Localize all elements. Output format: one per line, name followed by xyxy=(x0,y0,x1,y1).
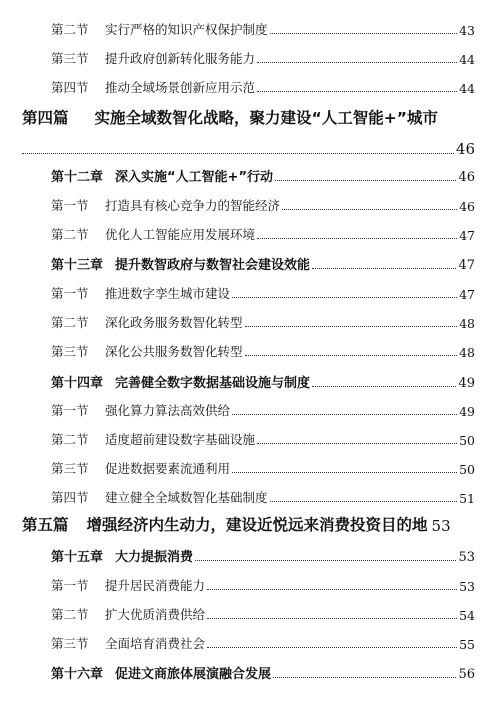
dot-leader xyxy=(245,326,458,327)
entry-title: 提升居民消费能力 xyxy=(105,578,206,593)
dot-leader xyxy=(257,62,457,63)
toc-entry-section[interactable] xyxy=(51,461,475,477)
dot-leader xyxy=(232,472,457,473)
entry-page-number: 46 xyxy=(458,170,475,185)
entry-number: 第四节 xyxy=(51,80,89,95)
toc-entry-section[interactable] xyxy=(51,80,475,96)
entry-number: 第二节 xyxy=(51,315,89,330)
entry-number: 第三节 xyxy=(51,51,89,66)
entry-page-number: 55 xyxy=(459,637,475,652)
entry-title: 提升政府创新转化服务能力 xyxy=(105,51,256,66)
entry-page-number: 44 xyxy=(459,81,475,96)
dot-leader xyxy=(207,618,457,619)
entry-number: 第五篇 xyxy=(22,516,69,534)
entry-title: 扩大优质消费供给 xyxy=(105,607,206,622)
toc-entry-section[interactable] xyxy=(51,636,475,652)
dot-leader xyxy=(207,647,457,648)
entry-page-number: 48 xyxy=(459,316,475,331)
entry-page-number: 47 xyxy=(458,258,475,273)
dot-leader xyxy=(195,560,456,561)
dot-leader xyxy=(257,238,457,239)
entry-page-number: 53 xyxy=(458,550,475,565)
dot-leader xyxy=(257,91,457,92)
toc-entry-chapter[interactable] xyxy=(51,665,475,682)
entry-title: 促进文商旅体展演融合发展 xyxy=(115,667,272,682)
entry-title: 促进数据要素流通利用 xyxy=(105,461,231,476)
dot-leader xyxy=(207,589,457,590)
entry-number: 第一节 xyxy=(51,198,89,213)
entry-number: 第十四章 xyxy=(51,376,104,391)
entry-page-number: 49 xyxy=(459,404,475,419)
entry-title: 增强经济内生动力，建设近悦远来消费投资目的地 xyxy=(86,516,428,534)
entry-number: 第十六章 xyxy=(51,667,104,682)
entry-page-number: 50 xyxy=(459,433,475,448)
toc-entry-chapter[interactable] xyxy=(51,168,475,185)
entry-page-number: 56 xyxy=(458,667,475,682)
toc-entry-section[interactable] xyxy=(51,607,475,623)
entry-title: 实施全域数智化战略，聚力建设“人工智能+”城市 xyxy=(94,109,438,127)
entry-number: 第一节 xyxy=(51,578,89,593)
dot-leader xyxy=(312,386,456,387)
entry-page-number: 47 xyxy=(459,287,475,302)
entry-title: 深入实施“人工智能+”行动 xyxy=(115,170,273,185)
dot-leader xyxy=(22,153,454,154)
dot-leader xyxy=(257,443,457,444)
entry-page-number: 46 xyxy=(459,199,475,214)
toc-entry-section[interactable] xyxy=(51,490,475,506)
entry-number: 第三节 xyxy=(51,461,89,476)
entry-title: 完善健全数字数据基础设施与制度 xyxy=(115,376,311,391)
toc-entry-section[interactable] xyxy=(51,198,475,214)
entry-title: 打造具有核心竞争力的智能经济 xyxy=(105,198,281,213)
toc-entry-part[interactable] xyxy=(22,515,483,535)
dot-leader xyxy=(232,414,457,415)
dot-leader xyxy=(275,180,456,181)
entry-title: 大力提振消费 xyxy=(115,550,194,565)
entry-number: 第二节 xyxy=(51,432,89,447)
entry-number: 第三节 xyxy=(51,344,89,359)
entry-title: 深化公共服务数智化转型 xyxy=(105,344,243,359)
entry-number: 第十三章 xyxy=(51,258,104,273)
entry-title: 适度超前建设数字基础设施 xyxy=(105,432,256,447)
entry-number: 第十二章 xyxy=(51,170,104,185)
entry-page-number: 47 xyxy=(459,228,475,243)
toc-entry-part[interactable] xyxy=(22,108,475,128)
entry-title: 深化政务服务数智化转型 xyxy=(105,315,243,330)
entry-number: 第四节 xyxy=(51,490,89,505)
entry-page-number: 53 xyxy=(431,517,451,535)
entry-page-number: 49 xyxy=(458,376,475,391)
toc-entry-section[interactable] xyxy=(51,286,475,302)
entry-page-number: 51 xyxy=(459,491,475,506)
entry-title: 全面培育消费社会 xyxy=(105,636,206,651)
entry-page-number: 44 xyxy=(459,52,475,67)
dot-leader xyxy=(273,677,456,678)
entry-number: 第三节 xyxy=(51,636,89,651)
entry-number: 第一节 xyxy=(51,403,89,418)
dot-leader xyxy=(245,355,458,356)
entry-title: 推进数字孪生城市建设 xyxy=(105,286,231,301)
entry-page-number: 53 xyxy=(459,579,475,594)
entry-title: 提升数智政府与数智社会建设效能 xyxy=(115,258,311,273)
toc-entry-chapter[interactable] xyxy=(51,548,475,565)
entry-number: 第四篇 xyxy=(22,109,69,127)
entry-page-number: 46 xyxy=(455,140,475,158)
entry-page-number: 43 xyxy=(459,23,475,38)
entry-title: 推动全域场景创新应用示范 xyxy=(105,80,256,95)
entry-title: 实行严格的知识产权保护制度 xyxy=(105,22,268,37)
entry-title: 强化算力算法高效供给 xyxy=(105,403,231,418)
toc-entry-section[interactable] xyxy=(51,51,475,67)
entry-page-number: 54 xyxy=(459,608,475,623)
entry-number: 第二节 xyxy=(51,22,89,37)
entry-number: 第二节 xyxy=(51,607,89,622)
dot-leader xyxy=(270,501,458,502)
dot-leader xyxy=(312,268,456,269)
entry-page-number: 50 xyxy=(459,462,475,477)
entry-title: 建立健全全域数智化基础制度 xyxy=(105,490,268,505)
entry-number: 第一节 xyxy=(51,286,89,301)
entry-page-number: 48 xyxy=(459,345,475,360)
dot-leader xyxy=(232,297,457,298)
toc-entry-section[interactable] xyxy=(51,403,475,419)
dot-leader xyxy=(270,33,458,34)
toc-entry-section[interactable] xyxy=(51,22,475,38)
entry-number: 第十五章 xyxy=(51,550,104,565)
dot-leader xyxy=(282,209,457,210)
toc-entry-section[interactable] xyxy=(51,432,475,448)
toc-entry-section[interactable] xyxy=(51,315,475,331)
toc-entry-chapter[interactable] xyxy=(51,256,475,273)
toc-entry-part-continuation[interactable] xyxy=(22,138,475,158)
toc-entry-section[interactable] xyxy=(51,227,475,243)
entry-number: 第二节 xyxy=(51,227,89,242)
toc-entry-section[interactable] xyxy=(51,344,475,360)
toc-entry-chapter[interactable] xyxy=(51,374,475,391)
entry-title: 优化人工智能应用发展环境 xyxy=(105,227,256,242)
toc-entry-section[interactable] xyxy=(51,578,475,594)
